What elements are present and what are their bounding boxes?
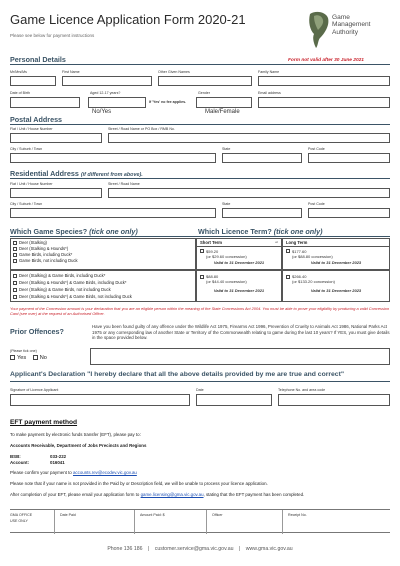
personal-details-heading: Personal Details <box>10 55 66 64</box>
postal-street-label: Street / Road Name or PO Box / RMB No. <box>108 127 175 131</box>
email-field[interactable] <box>258 97 390 108</box>
species-group-2 <box>10 270 196 302</box>
gender-field[interactable] <box>196 97 252 115</box>
dob-field[interactable] <box>10 97 80 108</box>
other-names-label: Other Given Names <box>158 70 190 74</box>
term-long-1 <box>282 238 390 270</box>
footer: Phone 136 186 | customer.service@gma.vic.gov.au | www.gma.vic.gov.au <box>107 546 293 552</box>
bsb-label: BSB: <box>10 454 21 459</box>
res-state-field[interactable] <box>222 208 302 218</box>
species-label: Game Birds, not including Duck <box>19 258 78 263</box>
footer-phone: Phone 136 186 <box>107 546 143 552</box>
footer-web[interactable]: www.gma.vic.gov.au <box>245 546 293 552</box>
yes-option[interactable] <box>10 355 26 361</box>
email-label: Email address <box>258 91 281 95</box>
account-label: Account: <box>10 460 30 465</box>
postal-state-label: State <box>222 147 231 151</box>
eft-note: Please note that if your name is not provided in the Paid by or Description field, we will be unable to process your licence application. <box>10 481 268 486</box>
bsb-value: 033-222 <box>50 454 67 459</box>
checkbox-icon[interactable] <box>13 253 17 257</box>
family-name-field[interactable] <box>258 76 390 86</box>
res-street-field[interactable] <box>108 188 390 198</box>
declaration-heading <box>10 371 344 378</box>
logo-line-1: Game <box>332 14 350 21</box>
checkbox-icon[interactable] <box>286 249 290 253</box>
res-city-label: City / Suburb / Town <box>10 202 43 206</box>
checkbox-icon[interactable] <box>13 274 17 278</box>
res-postcode-label: Post Code <box>308 202 325 206</box>
aged-label: Aged 12-17 years? <box>90 91 121 95</box>
eft-heading: EFT payment method <box>10 419 78 426</box>
title-field[interactable] <box>10 76 56 86</box>
res-flat-field[interactable] <box>10 188 102 198</box>
valid-text: Valid to 31 December 2021 <box>213 259 265 265</box>
res-flat-label: Flat / Unit / House Number <box>10 182 53 186</box>
prior-offences-heading: Prior Offences? <box>10 327 64 336</box>
price: $88.80 <box>206 274 219 279</box>
concession-text: (or $29.60 concession) <box>206 253 247 259</box>
residential-heading-note: (if different from above). <box>80 172 143 178</box>
species-option[interactable] <box>13 279 193 286</box>
declaration-quote: "I hereby declare that all the above details provided by me are true and correct" <box>87 371 345 378</box>
valid-text: Valid to 31 December 2021 <box>213 288 265 293</box>
valid-text: Valid to 31 December 2023 <box>310 259 362 265</box>
receipt-label: Receipt No. <box>288 513 307 517</box>
species-option[interactable] <box>13 258 193 264</box>
postal-city-label: City / Suburb / Town <box>10 147 43 151</box>
date-label: Date <box>196 388 204 392</box>
price: $266.40 <box>292 274 307 279</box>
term-heading-note: (tick one only) <box>273 227 323 236</box>
signature-field[interactable] <box>10 394 190 406</box>
offence-details-field[interactable] <box>90 348 390 365</box>
gender-label: Gender <box>198 91 210 95</box>
first-name-label: First Name <box>62 70 80 74</box>
aged-note: If 'Yes' no fee applies. <box>149 100 187 104</box>
term-heading <box>198 227 323 236</box>
please-tick-label: (Please tick one) <box>10 349 37 353</box>
concession-note: Your payment of the Concession amount is your declaration that you are an eligible person within the meaning of the State Concessions Act 2004. You must be able to prove your eligibility by producing a valid Concession Card (see over) at the request of an Authorised Officer. <box>10 306 390 316</box>
or-label: or <box>275 240 278 244</box>
first-name-field[interactable] <box>62 76 152 86</box>
res-state-label: State <box>222 202 231 206</box>
other-names-field[interactable] <box>158 76 252 86</box>
term-short-1 <box>196 238 282 270</box>
valid-text: Valid to 31 December 2023 <box>310 288 362 293</box>
licensing-email-link[interactable]: game.licensing@gma.vic.gov.au <box>140 492 204 497</box>
postal-postcode-field[interactable] <box>308 153 390 163</box>
checkbox-icon[interactable] <box>13 259 17 263</box>
eft-account-name: Accounts Receivable, Department of Jobs Precincts and Regions <box>10 443 147 448</box>
species-option[interactable] <box>13 286 193 293</box>
prior-offences-text: Have you been found guilty of any offence under the Wildlife Act 1975, Firearms Act 1996, Prevention of Cruelty to Animals Act 1986, National Parks Act 1975 or any corresponding law of another State or Territory of the Commonwealth relating to game during the last 10 years? If YES, you must give details in the space provided below. <box>92 324 390 341</box>
term-long-2 <box>282 270 390 302</box>
checkbox-icon[interactable] <box>200 249 204 253</box>
prior-answer <box>10 355 47 361</box>
residential-address-heading <box>10 169 143 178</box>
after-text: After completion of your EFT, please email your application form to <box>10 492 140 497</box>
concession-text: (or $133.20 concession) <box>292 279 335 284</box>
date-paid-label: Date Paid <box>60 513 76 517</box>
amount-paid-label: Amount Paid: $ <box>140 513 165 517</box>
declaration-heading-text: Applicant's Declaration <box>10 371 86 378</box>
checkbox-icon[interactable] <box>13 241 17 245</box>
confirm-text: Please confirm your payment to <box>10 470 72 475</box>
checkbox-icon[interactable] <box>10 355 15 360</box>
checkbox-icon[interactable] <box>13 288 17 292</box>
price: $59.20 <box>206 248 219 254</box>
species-option[interactable] <box>13 272 193 279</box>
yes-label: Yes <box>17 355 27 361</box>
accounts-email-link[interactable]: accounts.rev@ecodev.vic.gov.au <box>72 470 137 475</box>
officer-label: Officer <box>212 513 223 517</box>
postal-city-field[interactable] <box>10 153 216 163</box>
species-group-1 <box>10 238 196 270</box>
not-valid-notice: Form not valid after 30 June 2021 <box>288 58 364 63</box>
checkbox-icon[interactable] <box>286 275 290 279</box>
logo-line-3: Authority <box>332 28 359 36</box>
species-heading <box>10 227 138 236</box>
residential-heading-text: Residential Address <box>10 169 79 178</box>
species-label: Deer (Stalking & Hounds*) & Game Birds, not including Duck <box>19 294 132 299</box>
footer-email[interactable]: customer.service@gma.vic.gov.au <box>154 546 234 552</box>
species-option[interactable] <box>13 293 193 300</box>
checkbox-icon[interactable] <box>13 295 17 299</box>
postal-address-heading: Postal Address <box>10 115 63 124</box>
gma-office-label: GMA OFFICE <box>10 513 33 517</box>
logo-text <box>332 14 371 36</box>
account-value: 016041 <box>50 460 65 465</box>
signature-label: Signature of Licence Applicant <box>10 388 59 392</box>
species-label: Game Birds, including Duck* <box>19 252 73 257</box>
postal-state-field[interactable] <box>222 153 302 163</box>
form-subtitle: Please see below for payment instructions <box>10 33 95 38</box>
eft-intro: To make payment by electronic funds transfer (EFT), please pay to: <box>10 432 141 437</box>
gender-value: Male/Female <box>205 109 240 115</box>
after-suffix: , stating that the EFT payment has been completed. <box>203 492 305 497</box>
long-term-label: Long Term <box>286 240 308 245</box>
aged-field[interactable] <box>88 97 146 115</box>
species-heading-note: (tick one only) <box>89 227 138 236</box>
species-label: Deer (Stalking & Hounds*) <box>19 246 69 251</box>
species-heading-text: Which Game Species? <box>10 227 88 236</box>
short-term-text: Short Term <box>200 240 223 245</box>
form-title: Game Licence Application Form 2020-21 <box>10 12 246 27</box>
confirm-line <box>10 470 137 475</box>
res-city-field[interactable] <box>10 208 216 218</box>
postal-flat-field[interactable] <box>10 133 102 143</box>
checkbox-icon[interactable] <box>33 355 38 360</box>
phone-field[interactable] <box>278 394 390 406</box>
term-short-2 <box>196 270 282 302</box>
concession-text: (or $44.40 concession) <box>206 279 247 284</box>
price: $177.60 <box>292 248 307 254</box>
term-heading-text: Which Licence Term? <box>198 227 272 236</box>
use-only-label: USE ONLY <box>10 519 28 523</box>
short-term-label <box>200 240 278 245</box>
species-label: Deer (Stalking & Hounds*) & Game Birds, including Duck* <box>19 280 127 285</box>
species-label: Deer (Stalking) & Game Birds, not including Duck <box>19 287 111 292</box>
dob-label: Date of Birth <box>10 91 30 95</box>
checkbox-icon[interactable] <box>13 247 17 251</box>
family-name-label: Family Name <box>258 70 280 74</box>
res-postcode-field[interactable] <box>308 208 390 218</box>
postal-postcode-label: Post Code <box>308 147 325 151</box>
species-label: Deer (Stalking) & Game Birds, including Duck* <box>19 273 106 278</box>
no-label: No <box>39 355 47 361</box>
postal-flat-label: Flat / Unit / House Number <box>10 127 53 131</box>
phone-label: Telephone No. and area code <box>278 388 326 392</box>
postal-street-field[interactable] <box>108 133 390 143</box>
checkbox-icon[interactable] <box>13 281 17 285</box>
concession-text: (or $88.80 concession) <box>292 253 333 259</box>
mr-label: Mr/Mrs/Ms <box>10 70 27 74</box>
no-option[interactable] <box>33 355 47 361</box>
species-label: Deer (Stalking) <box>19 240 47 245</box>
logo-line-2: Management <box>332 21 371 29</box>
checkbox-icon[interactable] <box>200 275 204 279</box>
res-street-label: Street / Road Name <box>108 182 140 186</box>
after-line <box>10 492 390 498</box>
aged-value: No/Yes <box>92 109 112 115</box>
date-field[interactable] <box>196 394 272 406</box>
office-use-box <box>10 509 390 533</box>
